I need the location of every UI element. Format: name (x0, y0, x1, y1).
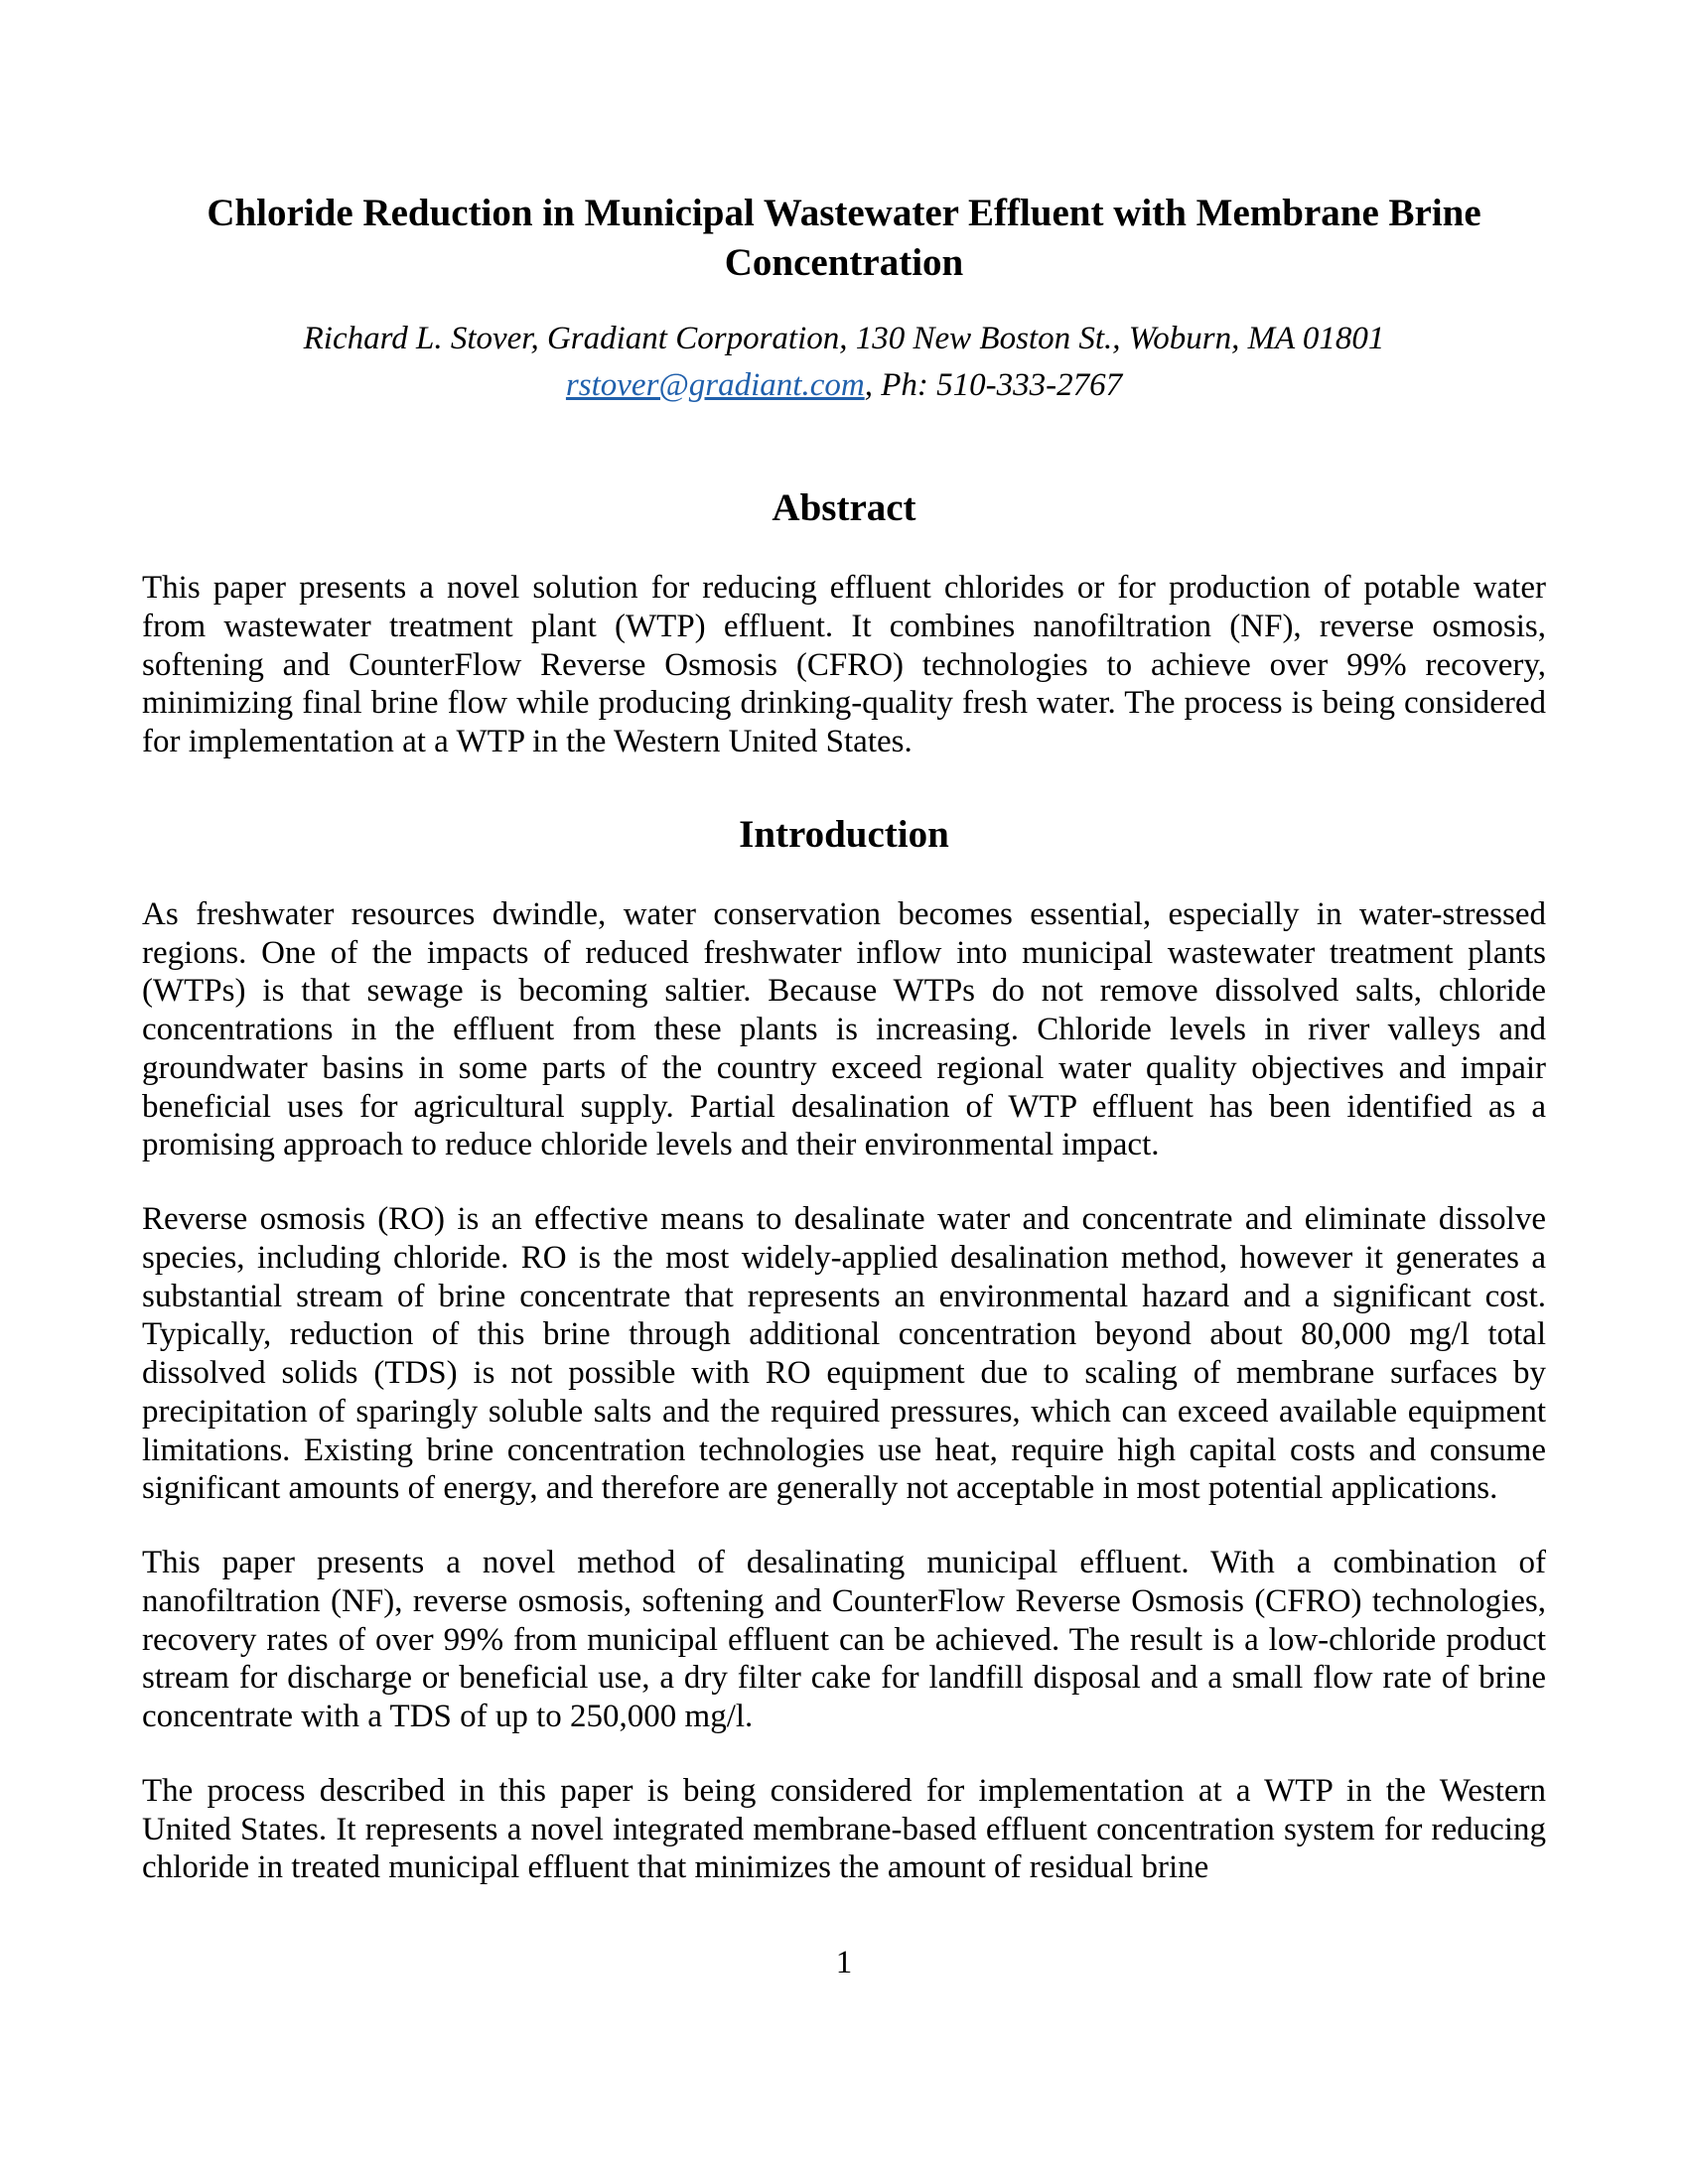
phone-text: , Ph: 510-333-2767 (864, 367, 1123, 403)
email-link[interactable]: rstover@gradiant.com (565, 367, 865, 403)
page-number: 1 (835, 1945, 853, 1980)
introduction-paragraph-3: This paper presents a novel method of desalinating municipal effluent. With a combination of nanofiltration (NF), reverse osmosis, softening and CounterFlow Reverse Osmosis (CFRO) technologies, recovery rates of over 99% from municipal effluent can be achieved. The result is a low-chloride product stream for discharge or beneficial use, a dry filter cake for landfill disposal and a small flow rate of brine concentrate with a TDS of up to 250,000 mg/l. (142, 1545, 1546, 1734)
paper-title: Chloride Reduction in Municipal Wastewater Effluent with Membrane Brine Concentration (207, 192, 1481, 284)
author-line: Richard L. Stover, Gradiant Corporation, 130 New Boston St., Woburn, MA 01801 (303, 321, 1385, 356)
section-heading-abstract: Abstract (772, 486, 916, 529)
introduction-paragraph-2: Reverse osmosis (RO) is an effective means to desalinate water and concentrate and eliminate dissolve species, including chloride. RO is the most widely-applied desalination method, however it generates a substantial stream of brine concentrate that represents an environmental hazard and a significant cost. Typically, reduction of this brine through additional concentration beyond about 80,000 mg/l total dissolved solids (TDS) is not possible with RO equipment due to scaling of membrane surfaces by precipitation of sparingly soluble salts and the required pressures, which can exceed available equipment limitations. Existing brine concentration technologies use heat, require high capital costs and consume significant amounts of energy, and therefore are generally not acceptable in most potential applications. (142, 1201, 1546, 1507)
contact-line (142, 362, 1546, 409)
introduction-paragraph-4: The process described in this paper is being considered for implementation at a WTP in the Western United States. It represents a novel integrated membrane-based effluent concentration system for reducing chloride in treated municipal effluent that minimizes the amount of residual brine (142, 1772, 1546, 1886)
byline-block (142, 316, 1546, 409)
abstract-paragraph: This paper presents a novel solution for reducing effluent chlorides or for production of potable water from wastewater treatment plant (WTP) effluent. It combines nanofiltration (NF), reverse osmosis, softening and CounterFlow Reverse Osmosis (CFRO) technologies to achieve over 99% recovery, minimizing final brine flow while producing drinking-quality fresh water. The process is being considered for implementation at a WTP in the Western United States. (142, 570, 1546, 759)
introduction-paragraph-1: As freshwater resources dwindle, water conservation becomes essential, especially in water-stressed regions. One of the impacts of reduced freshwater inflow into municipal wastewater treatment plants (WTPs) is that sewage is becoming saltier. Because WTPs do not remove dissolved salts, chloride concentrations in the effluent from these plants is increasing. Chloride levels in river valleys and groundwater basins in some parts of the country exceed regional water quality objectives and impair beneficial uses for agricultural supply. Partial desalination of WTP effluent has been identified as a promising approach to reduce chloride levels and their environmental impact. (142, 895, 1546, 1163)
section-heading-introduction: Introduction (739, 812, 949, 856)
